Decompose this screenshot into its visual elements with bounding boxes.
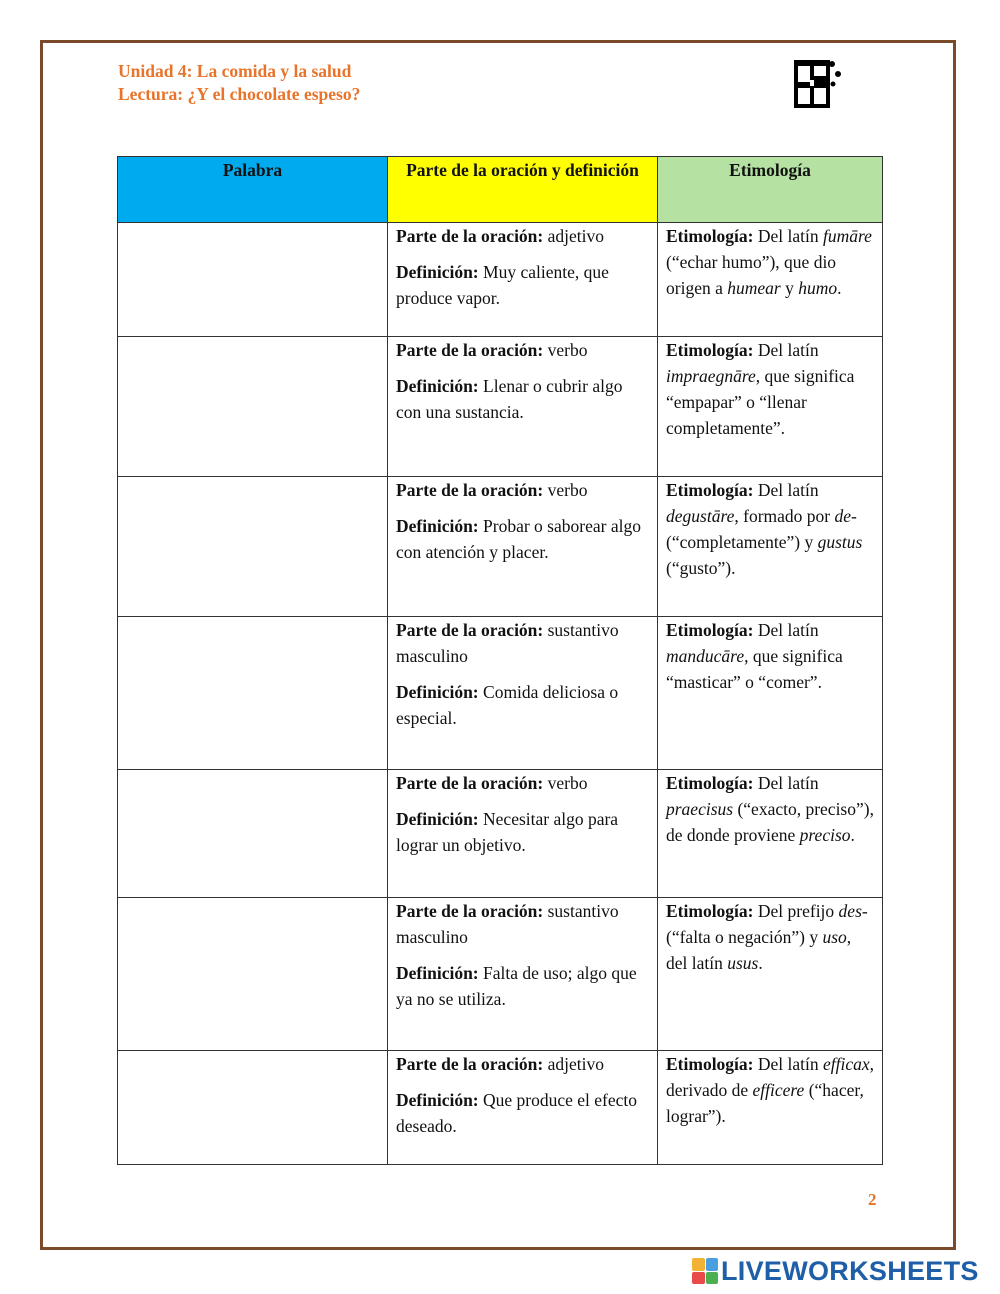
- word-answer-cell[interactable]: [118, 898, 388, 1051]
- word-answer-cell[interactable]: [118, 1051, 388, 1165]
- ety-label: Etimología:: [666, 480, 754, 500]
- ety-term: humo: [798, 278, 838, 298]
- def-value: Probar o saborear algo con atención y placer.: [396, 516, 641, 562]
- ety-term: uso: [822, 927, 847, 947]
- ety-term: de-: [834, 506, 857, 526]
- definition: [396, 1087, 650, 1139]
- def-label: Definición:: [396, 963, 479, 983]
- ety-text: , que significa “empapar” o “llenar completamente”.: [666, 366, 855, 438]
- definition-cell: [388, 223, 658, 337]
- table-header-row: [118, 157, 883, 223]
- ety-text: (“echar humo”), que dio origen a: [666, 252, 837, 298]
- definition: [396, 513, 650, 565]
- word-answer-cell[interactable]: [118, 770, 388, 898]
- word-answer-cell[interactable]: [118, 617, 388, 770]
- ety-text: Del latín: [753, 226, 823, 246]
- ety-term: gustus: [817, 532, 863, 552]
- etymology-cell: [658, 223, 883, 337]
- liveworksheets-logo-icon: [692, 1258, 718, 1284]
- def-label: Definición:: [396, 516, 479, 536]
- pos-value: sustantivo masculino: [396, 620, 619, 666]
- pos-label: Parte de la oración:: [396, 480, 544, 500]
- table-row: [118, 223, 883, 337]
- def-label: Definición:: [396, 682, 479, 702]
- ety-text: , que significa “masticar” o “comer”.: [666, 646, 843, 692]
- ety-term: manducāre: [666, 646, 745, 666]
- def-value: Muy caliente, que produce vapor.: [396, 262, 609, 308]
- table-row: [118, 617, 883, 770]
- def-label: Definición:: [396, 809, 479, 829]
- ety-text: .: [837, 278, 842, 298]
- def-value: Necesitar algo para lograr un objetivo.: [396, 809, 619, 855]
- ety-text: (“hacer, lograr”).: [666, 1080, 864, 1126]
- def-value: Falta de uso; algo que ya no se utiliza.: [396, 963, 637, 1009]
- def-value: Que produce el efecto deseado.: [396, 1090, 638, 1136]
- ety-text: Del latín: [753, 340, 819, 360]
- ety-label: Etimología:: [666, 1054, 754, 1074]
- pos-value: adjetivo: [547, 226, 604, 246]
- table-row: [118, 898, 883, 1051]
- word-answer-cell[interactable]: [118, 337, 388, 477]
- pos-value: verbo: [547, 773, 588, 793]
- ety-term: usus: [727, 953, 759, 973]
- pos-value: adjetivo: [547, 1054, 604, 1074]
- ety-text: (“exacto, preciso”), de donde proviene: [666, 799, 874, 845]
- pos-label: Parte de la oración:: [396, 620, 544, 640]
- pos-label: Parte de la oración:: [396, 1054, 544, 1074]
- pos-label: Parte de la oración:: [396, 773, 544, 793]
- ety-label: Etimología:: [666, 773, 754, 793]
- definition: [396, 679, 650, 731]
- pos-value: verbo: [547, 480, 588, 500]
- ety-label: Etimología:: [666, 620, 754, 640]
- ety-label: Etimología:: [666, 901, 754, 921]
- definition: [396, 806, 650, 858]
- ety-text: , formado por: [734, 506, 835, 526]
- ety-text: Del latín: [753, 480, 819, 500]
- pixel-puzzle-icon: [794, 58, 842, 108]
- reading-title: Lectura: ¿Y el chocolate espeso?: [118, 84, 361, 104]
- ety-text: y: [780, 278, 799, 298]
- etymology-cell: [658, 898, 883, 1051]
- brand-text: LIVEWORKSHEETS: [721, 1255, 979, 1286]
- ety-term: preciso: [799, 825, 851, 845]
- ety-term: efficere: [752, 1080, 805, 1100]
- header-parte-oracion: Parte de la oración y definición: [388, 157, 658, 223]
- definition-cell: [388, 770, 658, 898]
- ety-text: (“falta o negación”) y: [666, 927, 823, 947]
- pos-label: Parte de la oración:: [396, 226, 544, 246]
- ety-text: , del latín: [666, 927, 852, 973]
- ety-term: des-: [838, 901, 868, 921]
- page-number: 2: [868, 1190, 877, 1209]
- part-of-speech: [396, 1051, 650, 1077]
- header-etimologia: Etimología: [658, 157, 883, 223]
- ety-text: Del latín: [753, 1054, 823, 1074]
- table-row: [118, 477, 883, 617]
- ety-term: efficax: [823, 1054, 870, 1074]
- table-row: [118, 337, 883, 477]
- etymology-cell: [658, 1051, 883, 1165]
- table-row: [118, 770, 883, 898]
- part-of-speech: [396, 337, 650, 363]
- ety-text: .: [850, 825, 855, 845]
- ety-term: fumāre: [823, 226, 872, 246]
- ety-text: Del latín: [753, 773, 819, 793]
- header-palabra: Palabra: [118, 157, 388, 223]
- ety-text: .: [758, 953, 763, 973]
- definition: [396, 373, 650, 425]
- pos-value: sustantivo masculino: [396, 901, 619, 947]
- pos-value: verbo: [547, 340, 588, 360]
- def-value: Comida deliciosa o especial.: [396, 682, 619, 728]
- def-value: Llenar o cubrir algo con una sustancia.: [396, 376, 623, 422]
- part-of-speech: [396, 477, 650, 503]
- definition-cell: [388, 1051, 658, 1165]
- ety-text: Del latín: [753, 620, 819, 640]
- liveworksheets-brand: [692, 1256, 979, 1286]
- definition-cell: [388, 617, 658, 770]
- def-label: Definición:: [396, 262, 479, 282]
- ety-text: (“completamente”) y: [666, 532, 818, 552]
- def-label: Definición:: [396, 1090, 479, 1110]
- definition-cell: [388, 898, 658, 1051]
- ety-term: praecisus: [666, 799, 734, 819]
- vocabulary-table: [117, 156, 883, 1165]
- ety-term: impraegnāre: [666, 366, 756, 386]
- ety-text: , derivado de: [666, 1054, 875, 1100]
- part-of-speech: [396, 223, 650, 249]
- etymology-cell: [658, 337, 883, 477]
- part-of-speech: [396, 617, 650, 669]
- ety-term: humear: [727, 278, 781, 298]
- ety-text: Del prefijo: [753, 901, 839, 921]
- part-of-speech: [396, 770, 650, 796]
- ety-term: degustāre: [666, 506, 735, 526]
- etymology-cell: [658, 617, 883, 770]
- definition-cell: [388, 337, 658, 477]
- pos-label: Parte de la oración:: [396, 901, 544, 921]
- definition: [396, 960, 650, 1012]
- def-label: Definición:: [396, 376, 479, 396]
- etymology-cell: [658, 770, 883, 898]
- ety-label: Etimología:: [666, 340, 754, 360]
- definition-cell: [388, 477, 658, 617]
- ety-label: Etimología:: [666, 226, 754, 246]
- table-row: [118, 1051, 883, 1165]
- pos-label: Parte de la oración:: [396, 340, 544, 360]
- part-of-speech: [396, 898, 650, 950]
- page-header: [118, 60, 360, 106]
- unit-title: Unidad 4: La comida y la salud: [118, 61, 352, 81]
- word-answer-cell[interactable]: [118, 477, 388, 617]
- word-answer-cell[interactable]: [118, 223, 388, 337]
- definition: [396, 259, 650, 311]
- ety-text: (“gusto”).: [666, 558, 736, 578]
- etymology-cell: [658, 477, 883, 617]
